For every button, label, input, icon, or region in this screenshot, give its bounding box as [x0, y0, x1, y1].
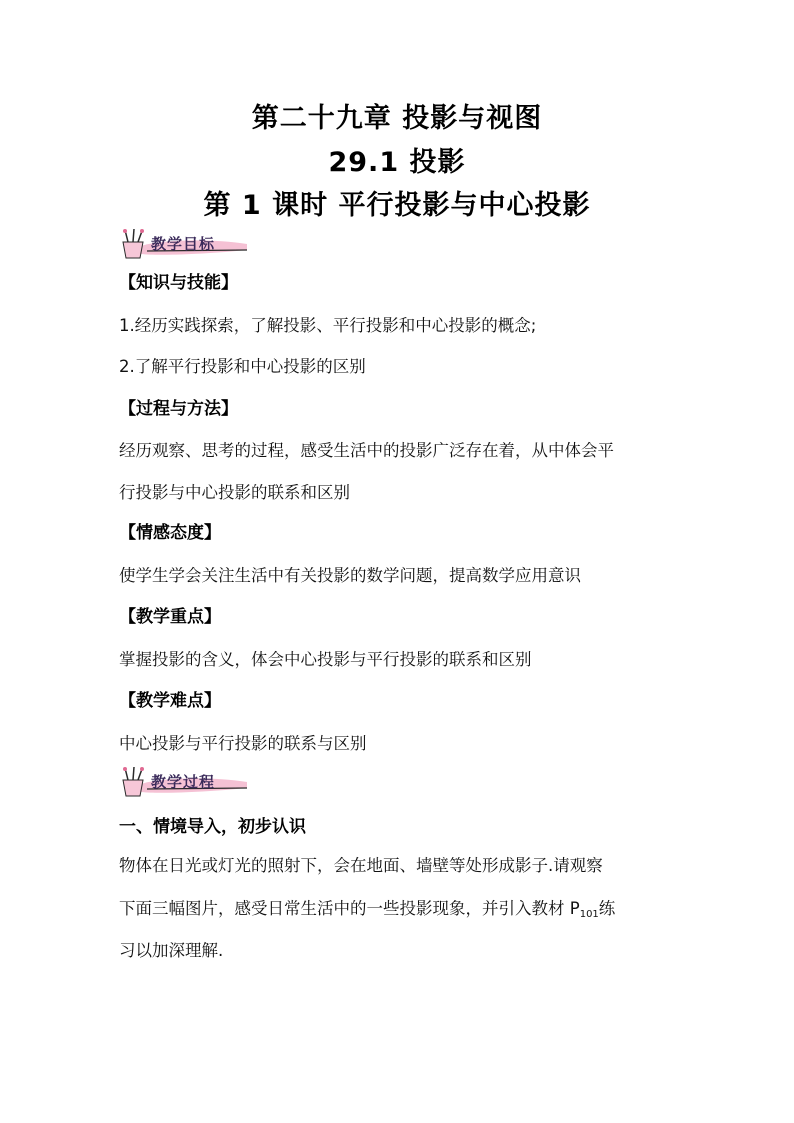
teaching-process-badge [119, 766, 251, 798]
process-method-line-2: 行投影与中心投影的联系和区别 [119, 483, 350, 502]
chapter-title: 第二十九章 投影与视图 [251, 103, 543, 134]
key-points-heading: 【教学重点】 [119, 607, 221, 627]
step-1-heading: 一、情境导入，初步认识 [119, 817, 306, 837]
step-1-line-2-text: 下面三幅图片，感受日常生活中的一些投影现象，并引入教材 P [119, 899, 580, 918]
process-method-line-1: 经历观察、思考的过程，感受生活中的投影广泛存在着，从中体会平 [119, 441, 614, 460]
step-1-line-3: 习以加深理解. [119, 941, 224, 960]
step-1-line-2-end: 练 [598, 899, 616, 918]
attitude-heading: 【情感态度】 [119, 523, 221, 543]
section-title: 29.1 投影 [328, 147, 466, 178]
difficulties-heading: 【教学难点】 [119, 691, 221, 711]
key-points-text: 掌握投影的含义，体会中心投影与平行投影的联系和区别 [119, 650, 532, 669]
attitude-text: 使学生学会关注生活中有关投影的数学问题，提高数学应用意识 [119, 566, 581, 585]
teaching-goals-badge [119, 228, 251, 260]
step-1-line-1: 物体在日光或灯光的照射下，会在地面、墙壁等处形成影子.请观察 [119, 856, 603, 875]
textbook-page-subscript: 101 [579, 909, 599, 920]
difficulties-text: 中心投影与平行投影的联系与区别 [119, 734, 367, 753]
step-1-line-2 [119, 896, 679, 928]
teaching-goals-label: 教学目标 [151, 235, 216, 253]
teaching-process-label: 教学过程 [151, 773, 216, 791]
knowledge-heading: 【知识与技能】 [119, 273, 238, 293]
lesson-title: 第 1 课时 平行投影与中心投影 [203, 190, 591, 221]
knowledge-item-2: 2.了解平行投影和中心投影的区别 [119, 357, 366, 376]
knowledge-item-1: 1.经历实践探索，了解投影、平行投影和中心投影的概念; [119, 316, 537, 335]
process-method-heading: 【过程与方法】 [119, 399, 238, 419]
